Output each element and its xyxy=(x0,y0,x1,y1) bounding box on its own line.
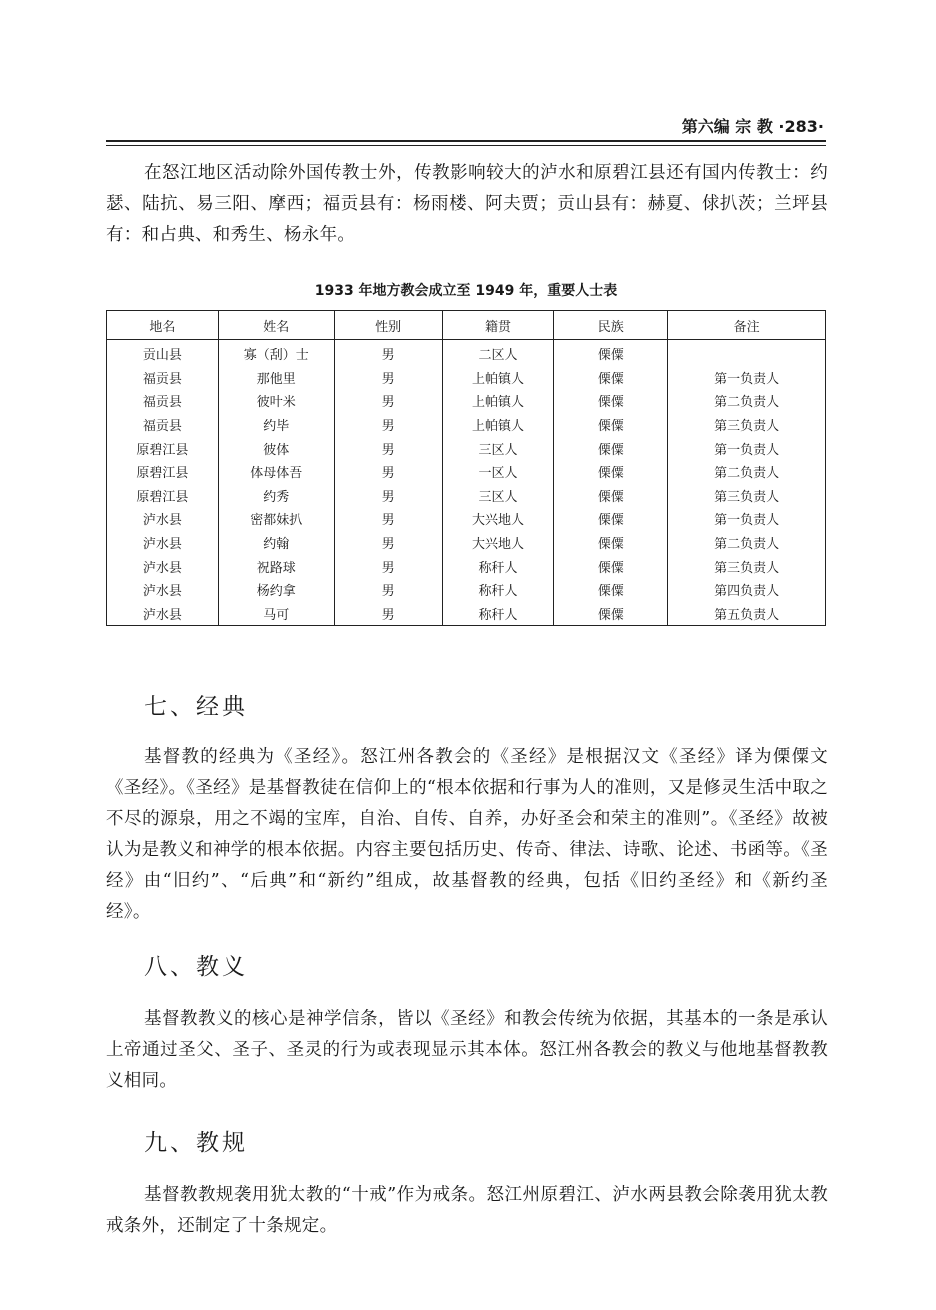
cell-remarks: 第三负责人 xyxy=(668,554,826,578)
cell-gender: 男 xyxy=(334,340,442,366)
cell-gender: 男 xyxy=(334,460,442,484)
cell-remarks: 第一负责人 xyxy=(668,366,826,390)
cell-remarks: 第二负责人 xyxy=(668,460,826,484)
header-rule-thin xyxy=(106,145,826,146)
cell-name: 寡（刮）士 xyxy=(218,340,334,366)
table-header-row xyxy=(107,311,826,340)
cell-gender: 男 xyxy=(334,554,442,578)
cell-gender: 男 xyxy=(334,578,442,602)
table-row xyxy=(107,507,826,531)
cell-remarks: 第一负责人 xyxy=(668,436,826,460)
cell-remarks: 第二负责人 xyxy=(668,389,826,413)
cell-origin: 称秆人 xyxy=(442,578,554,602)
table-row xyxy=(107,389,826,413)
cell-gender: 男 xyxy=(334,531,442,555)
table-row xyxy=(107,436,826,460)
cell-origin: 二区人 xyxy=(442,340,554,366)
cell-origin: 上帕镇人 xyxy=(442,413,554,437)
running-head: 第六编 宗 教 ·283· xyxy=(681,117,824,136)
cell-origin: 大兴地人 xyxy=(442,507,554,531)
cell-place: 原碧江县 xyxy=(107,484,219,508)
table-title: 1933 年地方教会成立至 1949 年，重要人士表 xyxy=(314,283,618,299)
cell-ethnicity: 傈僳 xyxy=(554,389,668,413)
cell-ethnicity: 傈僳 xyxy=(554,436,668,460)
cell-remarks: 第二负责人 xyxy=(668,531,826,555)
cell-place: 福贡县 xyxy=(107,366,219,390)
cell-name: 祝路球 xyxy=(218,554,334,578)
personnel-table xyxy=(106,310,826,626)
cell-ethnicity: 傈僳 xyxy=(554,484,668,508)
cell-name: 体母体吾 xyxy=(218,460,334,484)
cell-place: 原碧江县 xyxy=(107,460,219,484)
table-row xyxy=(107,531,826,555)
cell-place: 福贡县 xyxy=(107,413,219,437)
section-title-rules: 九、教规 xyxy=(144,1130,248,1156)
cell-ethnicity: 傈僳 xyxy=(554,366,668,390)
cell-ethnicity: 傈僳 xyxy=(554,413,668,437)
cell-ethnicity: 傈僳 xyxy=(554,340,668,366)
header-name: 姓名 xyxy=(218,311,334,340)
cell-gender: 男 xyxy=(334,389,442,413)
cell-ethnicity: 傈僳 xyxy=(554,578,668,602)
table-row xyxy=(107,460,826,484)
cell-origin: 称秆人 xyxy=(442,554,554,578)
cell-name: 杨约拿 xyxy=(218,578,334,602)
cell-remarks: 第五负责人 xyxy=(668,602,826,626)
cell-name: 约毕 xyxy=(218,413,334,437)
cell-name: 约翰 xyxy=(218,531,334,555)
cell-place: 贡山县 xyxy=(107,340,219,366)
header-origin: 籍贯 xyxy=(442,311,554,340)
cell-place: 泸水县 xyxy=(107,602,219,626)
section-title-scriptures: 七、经典 xyxy=(144,694,248,720)
header-ethnicity: 民族 xyxy=(554,311,668,340)
table-row xyxy=(107,554,826,578)
cell-gender: 男 xyxy=(334,436,442,460)
cell-origin: 上帕镇人 xyxy=(442,366,554,390)
cell-origin: 上帕镇人 xyxy=(442,389,554,413)
header-remarks: 备注 xyxy=(668,311,826,340)
cell-place: 原碧江县 xyxy=(107,436,219,460)
cell-name: 密都妹扒 xyxy=(218,507,334,531)
cell-origin: 大兴地人 xyxy=(442,531,554,555)
table-row xyxy=(107,366,826,390)
cell-origin: 称秆人 xyxy=(442,602,554,626)
cell-gender: 男 xyxy=(334,507,442,531)
header-place: 地名 xyxy=(107,311,219,340)
table-row xyxy=(107,602,826,626)
section-body-scriptures: 基督教的经典为《圣经》。怒江州各教会的《圣经》是根据汉文《圣经》译为傈僳文《圣经》。《圣经》是基督教徒在信仰上的“根本依据和行事为人的准则，又是修灵生活中取之不尽的源泉，用之不竭的宝库，自治、自传、自养，办好圣会和荣主的准则”。《圣经》故被认为是教义和神学的根本依据。内容主要包括历史、传奇、律法、诗歌、论述、书函等。《圣经》由“旧约”、“后典”和“新约”组成，故基督教的经典，包括《旧约圣经》和《新约圣经》。 xyxy=(106,747,828,922)
table-row xyxy=(107,578,826,602)
section-body-rules: 基督教教规袭用犹太教的“十戒”作为戒条。怒江州原碧江、泸水两县教会除袭用犹太教戒条外，还制定了十条规定。 xyxy=(106,1185,828,1236)
cell-name: 马可 xyxy=(218,602,334,626)
table-row xyxy=(107,484,826,508)
cell-remarks: 第一负责人 xyxy=(668,507,826,531)
cell-remarks: 第四负责人 xyxy=(668,578,826,602)
cell-ethnicity: 傈僳 xyxy=(554,531,668,555)
section-title-doctrine: 八、教义 xyxy=(144,954,248,980)
cell-place: 泸水县 xyxy=(107,578,219,602)
header-rule xyxy=(106,140,826,142)
cell-place: 福贡县 xyxy=(107,389,219,413)
cell-ethnicity: 傈僳 xyxy=(554,460,668,484)
cell-ethnicity: 傈僳 xyxy=(554,554,668,578)
cell-gender: 男 xyxy=(334,484,442,508)
cell-name: 约秀 xyxy=(218,484,334,508)
cell-place: 泸水县 xyxy=(107,554,219,578)
cell-gender: 男 xyxy=(334,366,442,390)
cell-origin: 三区人 xyxy=(442,436,554,460)
cell-place: 泸水县 xyxy=(107,507,219,531)
section-body-doctrine: 基督教教义的核心是神学信条，皆以《圣经》和教会传统为依据，其基本的一条是承认上帝通过圣父、圣子、圣灵的行为或表现显示其本体。怒江州各教会的教义与他地基督教教义相同。 xyxy=(106,1009,828,1091)
cell-name: 彼体 xyxy=(218,436,334,460)
header-gender: 性别 xyxy=(334,311,442,340)
cell-origin: 一区人 xyxy=(442,460,554,484)
table-row xyxy=(107,413,826,437)
cell-place: 泸水县 xyxy=(107,531,219,555)
table-row xyxy=(107,340,826,366)
cell-remarks xyxy=(668,340,826,366)
cell-gender: 男 xyxy=(334,413,442,437)
cell-gender: 男 xyxy=(334,602,442,626)
cell-name: 那他里 xyxy=(218,366,334,390)
cell-ethnicity: 傈僳 xyxy=(554,602,668,626)
cell-remarks: 第三负责人 xyxy=(668,484,826,508)
cell-remarks: 第三负责人 xyxy=(668,413,826,437)
cell-name: 彼叶米 xyxy=(218,389,334,413)
cell-origin: 三区人 xyxy=(442,484,554,508)
intro-paragraph: 在怒江地区活动除外国传教士外，传教影响较大的泸水和原碧江县还有国内传教士：约瑟、陆抗、易三阳、摩西；福贡县有：杨雨楼、阿夫贾；贡山县有：赫夏、俅扒茨；兰坪县有：和占典、和秀生、杨永年。 xyxy=(106,163,828,245)
cell-ethnicity: 傈僳 xyxy=(554,507,668,531)
